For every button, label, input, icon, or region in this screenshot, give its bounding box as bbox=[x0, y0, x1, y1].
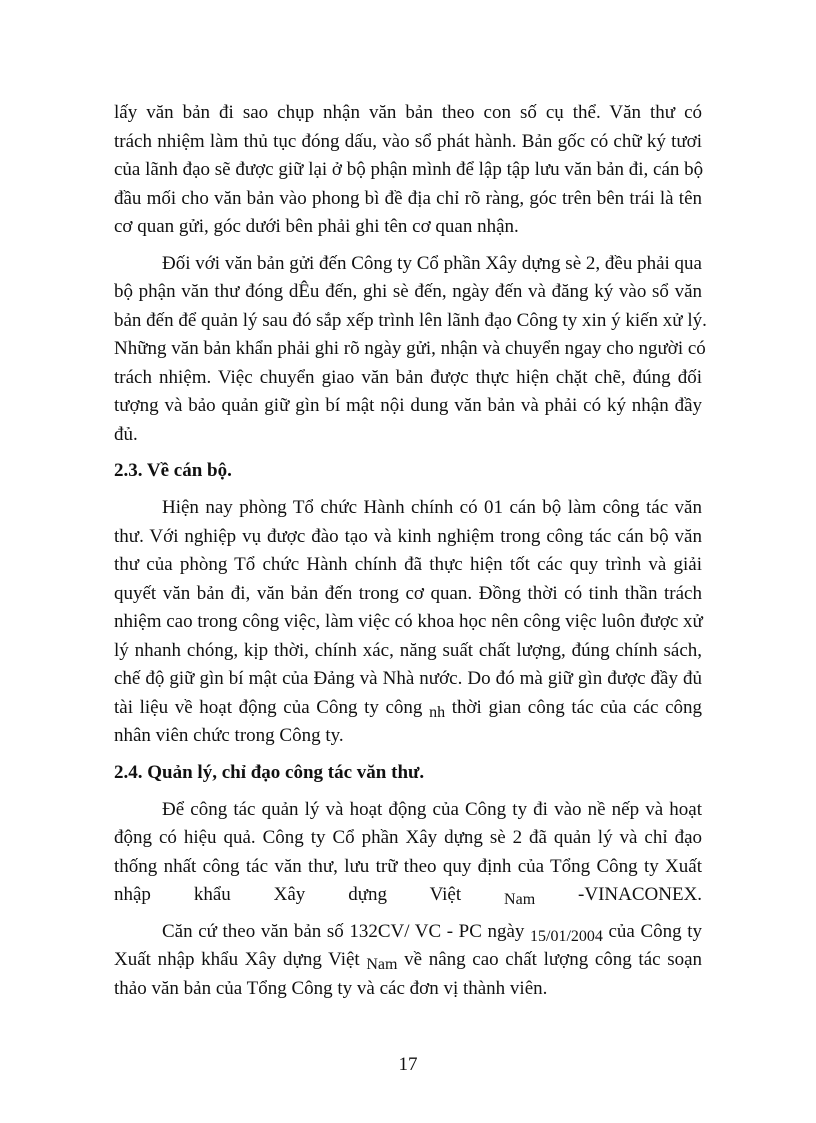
p1-line: cơ quan gửi, góc dưới bên phải ghi tên cơ quan nhận. bbox=[114, 216, 519, 237]
word: nhập bbox=[114, 884, 151, 905]
p3-line: Hiện nay phòng Tổ chức Hành chính có 01 cán bộ làm công tác văn bbox=[162, 497, 702, 518]
p4-line-spaced bbox=[114, 880, 702, 910]
word: -VINACONEX. bbox=[578, 884, 703, 905]
p3-line: lý nhanh chóng, kịp thời, chính xác, năng suất chất lượng, đúng chính sách, bbox=[114, 640, 702, 661]
p1-line: lấy văn bản đi sao chụp nhận văn bản theo con số cụ thể. Văn thư có bbox=[114, 102, 702, 123]
word: khẩu bbox=[193, 884, 231, 905]
p5-date: 15/01/2004 bbox=[530, 928, 603, 945]
p2-line: trách nhiệm. Việc chuyển giao văn bản được thực hiện chặt chẽ, đúng đối bbox=[114, 367, 702, 388]
p3-line: nhiệm cao trong công việc, làm việc có khoa học nên công việc luôn được xử bbox=[114, 611, 703, 632]
p5-line bbox=[114, 945, 702, 975]
p3-line8-text-a: tài liệu về hoạt động của Công ty công bbox=[114, 697, 423, 718]
p5-line bbox=[162, 917, 702, 947]
p5-text-a: Căn cứ theo văn bản số 132CV/ VC - PC ngày bbox=[162, 921, 525, 942]
p2-line: đủ. bbox=[114, 424, 138, 445]
p5-line2-subscript: Nam bbox=[366, 956, 398, 973]
p4-line: động có hiệu quả. Công ty Cổ phần Xây dựng sè 2 đã quản lý và chỉ đạo bbox=[114, 827, 702, 848]
p1-line: trách nhiệm làm thủ tục đóng dấu, vào sổ phát hành. Bản gốc có chữ ký tươi bbox=[114, 131, 702, 152]
p2-line: bộ phận văn thư đóng dÊu đến, ghi sè đến, ngày đến và đăng ký vào sổ văn bbox=[114, 281, 702, 302]
p2-line: Đối với văn bản gửi đến Công ty Cổ phần Xây dựng sè 2, đều phải qua bbox=[162, 253, 702, 274]
p1-line: đầu mối cho văn bản vào phong bì đề địa chỉ rõ ràng, góc trên bên trái là tên bbox=[114, 188, 702, 209]
p3-line8-text-b: thời gian công tác của các công bbox=[451, 697, 703, 718]
word: dựng bbox=[348, 884, 388, 905]
p5-text-b: của Công ty bbox=[608, 921, 702, 942]
word: Việt bbox=[429, 884, 462, 905]
section-heading-2-3: 2.3. Về cán bộ. bbox=[114, 460, 232, 481]
p3-line: thư. Với nghiệp vụ được đào tạo và kinh nghiệm trong công tác cán bộ văn bbox=[114, 526, 702, 547]
section-heading-2-4: 2.4. Quản lý, chỉ đạo công tác văn thư. bbox=[114, 762, 425, 783]
p1-line: của lãnh đạo sẽ được giữ lại ở bộ phận mình để lập tập lưu văn bản đi, cán bộ bbox=[114, 159, 704, 180]
p3-line: chế độ giữ gìn bí mật của Đảng và Nhà nước. Do đó mà giữ gìn được đầy đủ bbox=[114, 668, 702, 689]
word-subscript: Nam bbox=[504, 891, 536, 908]
p3-line: quyết văn bản đi, văn bản đến trong cơ quan. Đồng thời có tinh thần trách bbox=[114, 583, 702, 604]
p4-line: Để công tác quản lý và hoạt động của Công ty đi vào nề nếp và hoạt bbox=[162, 799, 702, 820]
page-number: 17 bbox=[398, 1054, 418, 1075]
p4-line: thống nhất công tác văn thư, lưu trữ theo quy định của Tổng Công ty Xuất bbox=[114, 856, 702, 877]
p3-line-mixed bbox=[114, 693, 702, 723]
p5-line2-text-a: Xuất nhập khẩu Xây dựng Việt bbox=[114, 949, 360, 970]
p3-line8-subscript: nh bbox=[429, 704, 446, 721]
p2-line: Những văn bản khẩn phải ghi rõ ngày gửi, nhận và chuyển ngay cho người có bbox=[114, 338, 706, 359]
p3-line: nhân viên chức trong Công ty. bbox=[114, 725, 344, 746]
p5-line: thảo văn bản của Tổng Công ty và các đơn vị thành viên. bbox=[114, 978, 548, 999]
p3-line: thư của phòng Tổ chức Hành chính đã thực hiện tốt các quy trình và giải bbox=[114, 554, 702, 575]
p2-line: bản đến để quản lý sau đó sắp xếp trình lên lãnh đạo Công ty xin ý kiến xử lý. bbox=[114, 310, 707, 331]
p5-line2-text-b: về nâng cao chất lượng công tác soạn bbox=[404, 949, 703, 970]
p2-line: tượng và bảo quản giữ gìn bí mật nội dung văn bản và phải có ký nhận đầy bbox=[114, 395, 702, 416]
word: Xây bbox=[273, 884, 306, 905]
